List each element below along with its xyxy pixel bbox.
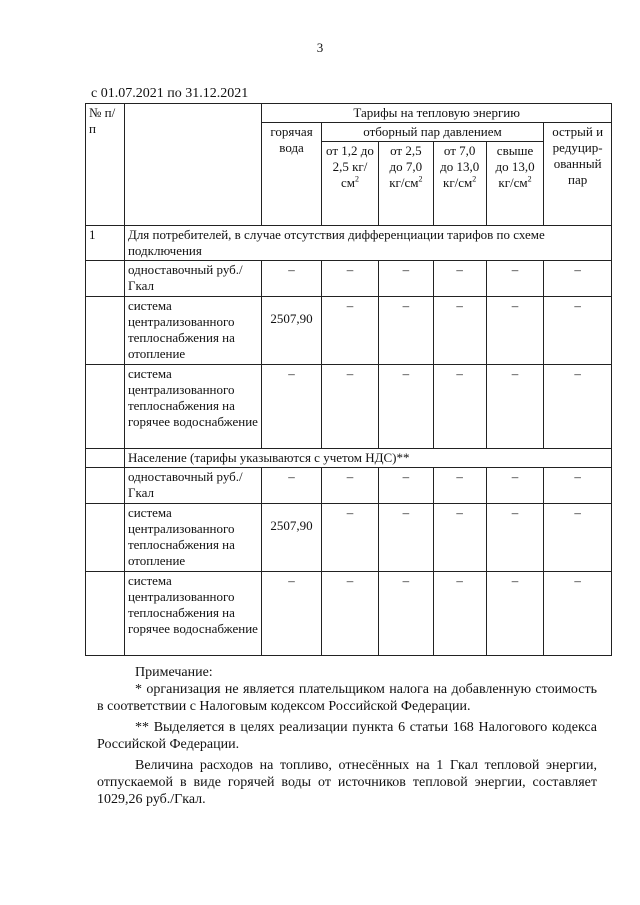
row-label: система централизованного теплоснабжения на горячее водоснабжение — [124, 572, 261, 656]
table-row — [86, 504, 612, 572]
cell-value: – — [262, 261, 321, 297]
cell-value: – — [379, 468, 433, 504]
section-number — [86, 449, 125, 468]
cell-value: – — [433, 468, 486, 504]
note-1: * организация не является плательщиком налога на добавленную стоимость в соответствии с Налоговым кодексом Российской Федерации. — [97, 682, 597, 714]
pressure-header-2: от 2,5 до 7,0 $кг/см^2$ — [379, 142, 433, 226]
section-title: Население (тарифы указываются с учетом НДС)** — [124, 449, 611, 468]
tariff-table — [85, 103, 612, 656]
cell-value: – — [379, 365, 433, 449]
cell-value: – — [486, 572, 543, 656]
section-title-row — [86, 449, 612, 468]
cell-value: – — [321, 572, 378, 656]
period-heading: с 01.07.2021 по 31.12.2021 — [91, 86, 249, 101]
pressure-header-4: свыше до 13,0 $кг/см^2$ — [486, 142, 543, 226]
section-title-row — [86, 226, 612, 261]
cell-value: – — [433, 261, 486, 297]
tariffs-title: Тарифы на тепловую энергию — [262, 104, 612, 123]
page-number: 3 — [316, 40, 324, 55]
row-label: система централизованного теплоснабжения на отопление — [124, 297, 261, 365]
cell-value: – — [321, 297, 378, 365]
cell-value: – — [544, 365, 612, 449]
pressure-header-3: от 7,0 до 13,0 $кг/см^2$ — [433, 142, 486, 226]
table-row — [86, 261, 612, 297]
cell-value: – — [321, 261, 378, 297]
pressure-header-1: от 1,2 до 2,5 $кг/см^2$ — [321, 142, 378, 226]
cell-value: 2507,90 — [262, 297, 321, 365]
cell-value: – — [544, 504, 612, 572]
table-row — [86, 572, 612, 656]
cell-value: – — [262, 572, 321, 656]
header-row-1 — [86, 104, 612, 123]
cell-value: – — [379, 504, 433, 572]
cell-value: – — [379, 297, 433, 365]
cell-value: – — [486, 504, 543, 572]
note-3: Величина расходов на топливо, отнесённых на 1 Гкал тепловой энергии, отпускаемой в виде горячей воды от источников тепловой энергии, составляет 1029,26 руб./Гкал. — [97, 758, 597, 807]
cell-value: – — [486, 297, 543, 365]
label-col-header — [124, 104, 261, 226]
sharp-steam-header: острый и редуцир-ованный пар — [544, 123, 612, 226]
cell-value: – — [544, 261, 612, 297]
row-label: одноставочный руб./Гкал — [124, 468, 261, 504]
table-row — [86, 297, 612, 365]
hot-water-header: горячая вода — [262, 123, 321, 226]
cell-value: – — [486, 468, 543, 504]
cell-value: – — [486, 261, 543, 297]
cell-value: – — [544, 468, 612, 504]
cell-value: – — [321, 365, 378, 449]
num-col-header: № п/п — [86, 104, 125, 226]
row-label: одноставочный руб./Гкал — [124, 261, 261, 297]
row-label: система централизованного теплоснабжения на отопление — [124, 504, 261, 572]
cell-value: – — [486, 365, 543, 449]
cell-value: – — [379, 261, 433, 297]
cell-value: – — [433, 365, 486, 449]
cell-value: – — [544, 297, 612, 365]
cell-value: – — [433, 504, 486, 572]
table-row — [86, 468, 612, 504]
note-2: ** Выделяется в целях реализации пункта 6 статьи 168 Налогового кодекса Российской Федерации. — [97, 720, 597, 752]
cell-value: 2507,90 — [262, 504, 321, 572]
cell-value: – — [379, 572, 433, 656]
cell-value: – — [262, 468, 321, 504]
notes-block — [97, 664, 597, 808]
cell-value: – — [321, 504, 378, 572]
cell-value: – — [544, 572, 612, 656]
table-row — [86, 365, 612, 449]
row-label: система централизованного теплоснабжения на горячее водоснабжение — [124, 365, 261, 449]
steam-group-header: отборный пар давлением — [321, 123, 543, 142]
cell-value: – — [433, 297, 486, 365]
cell-value: – — [262, 365, 321, 449]
section-title: Для потребителей, в случае отсутствия дифференциации тарифов по схеме подключения — [124, 226, 611, 261]
cell-value: – — [433, 572, 486, 656]
notes-title: Примечание: — [135, 665, 213, 680]
cell-value: – — [321, 468, 378, 504]
section-number: 1 — [86, 226, 125, 261]
